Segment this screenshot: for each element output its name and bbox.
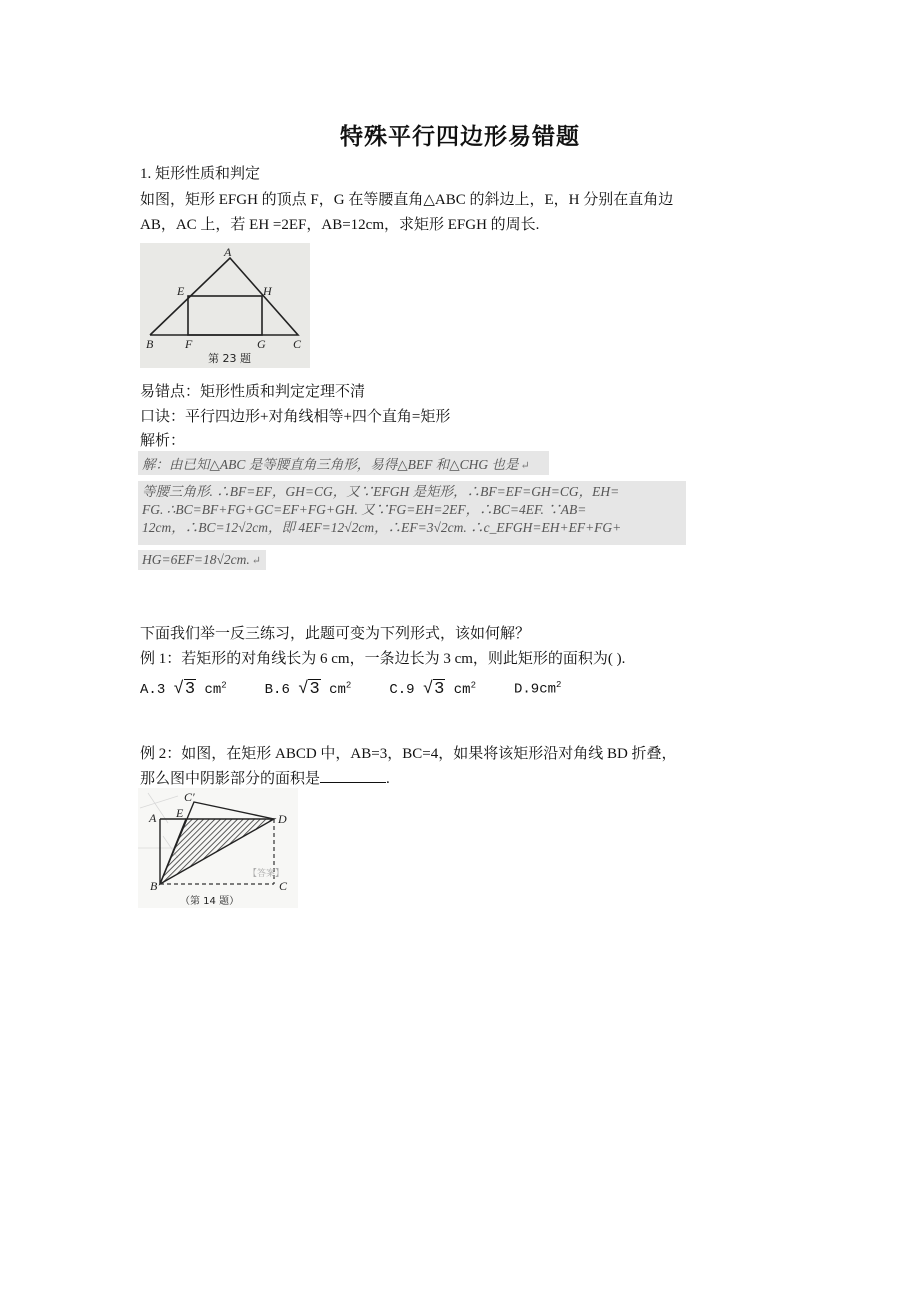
svg-text:A: A xyxy=(224,245,232,259)
error-point: 易错点：矩形性质和判定定理不清 xyxy=(140,384,366,400)
svg-text:F: F xyxy=(185,337,193,351)
figure-triangle-rectangle xyxy=(140,243,310,368)
svg-text:H: H xyxy=(263,284,272,298)
svg-text:C′: C′ xyxy=(184,790,195,804)
analysis-label: 解析： xyxy=(140,433,186,449)
svg-text:E: E xyxy=(176,806,184,820)
example2-line2: 那么图中阴影部分的面积是 . xyxy=(140,767,390,788)
example2-line1: 例 2：如图，在矩形 ABCD 中，AB=3，BC=4，如果将该矩形沿对角线 BD 折叠， xyxy=(140,746,677,762)
section-heading: 1. 矩形性质和判定 xyxy=(140,166,261,182)
svg-text:B: B xyxy=(146,337,154,351)
answer-blank[interactable] xyxy=(320,768,386,783)
practice-intro: 下面我们举一反三练习，此题可变为下列形式，该如何解？ xyxy=(140,626,531,642)
svg-text:【答案】: 【答案】 xyxy=(248,869,285,879)
page-title: 特殊平行四边形易错题 xyxy=(340,124,580,150)
option-d[interactable]: $D.9cm^2$ xyxy=(513,680,562,698)
solution-line5: HG=6EF=18√2cm. ↵ xyxy=(138,550,266,570)
figure2-caption: （第 14 题） xyxy=(180,896,240,907)
svg-text:C: C xyxy=(293,337,302,351)
example1-question: 例 1：若矩形的对角线长为 6 cm，一条边长为 3 cm，则此矩形的面积为( ). xyxy=(140,651,626,667)
solution-line1: 解：由已知△ABC 是等腰直角三角形，易得△BEF 和△CHG 也是 ↵ xyxy=(138,451,549,475)
solution-line2: 等腰三角形. ∴BF=EF，GH=CG，又∵EFGH 是矩形，∴BF=EF=GH=CG，EH= xyxy=(142,484,620,499)
svg-text:E: E xyxy=(177,284,185,298)
svg-text:G: G xyxy=(257,337,266,351)
mnemonic: 口诀：平行四边形+对角线相等+四个直角=矩形 xyxy=(140,409,451,425)
solution-line4: 12cm，∴BC=12√2cm，即 4EF=12√2cm，∴EF=3√2cm. ∴c_EFGH=EH+EF+FG+ xyxy=(142,520,622,535)
solution-block xyxy=(138,481,686,545)
svg-text:D: D xyxy=(278,812,287,826)
option-c[interactable]: C.9 √3 $cm^2$ xyxy=(389,680,476,699)
figure-folded-rectangle xyxy=(138,788,298,908)
svg-text:B: B xyxy=(150,879,158,893)
option-b[interactable]: B.6 √3 $cm^2$ xyxy=(264,680,352,699)
figure1-caption: 第 23 题 xyxy=(208,352,251,365)
svg-text:A: A xyxy=(149,811,157,825)
solution-line3: FG. ∴BC=BF+FG+GC=EF+FG+GH. 又∵FG=EH=2EF，∴BC=4EF. ∵AB= xyxy=(142,502,587,517)
problem-text-line2: AB，AC 上，若 EH =2EF，AB=12cm，求矩形 EFGH 的周长. xyxy=(140,217,540,233)
example1-options xyxy=(140,680,599,699)
problem-text-line1: 如图，矩形 EFGH 的顶点 F，G 在等腰直角△ABC 的斜边上，E，H 分别在直角边 xyxy=(140,192,674,208)
option-a[interactable]: A.3 √3 $cm^2$ xyxy=(140,680,227,699)
svg-text:C: C xyxy=(279,879,288,893)
